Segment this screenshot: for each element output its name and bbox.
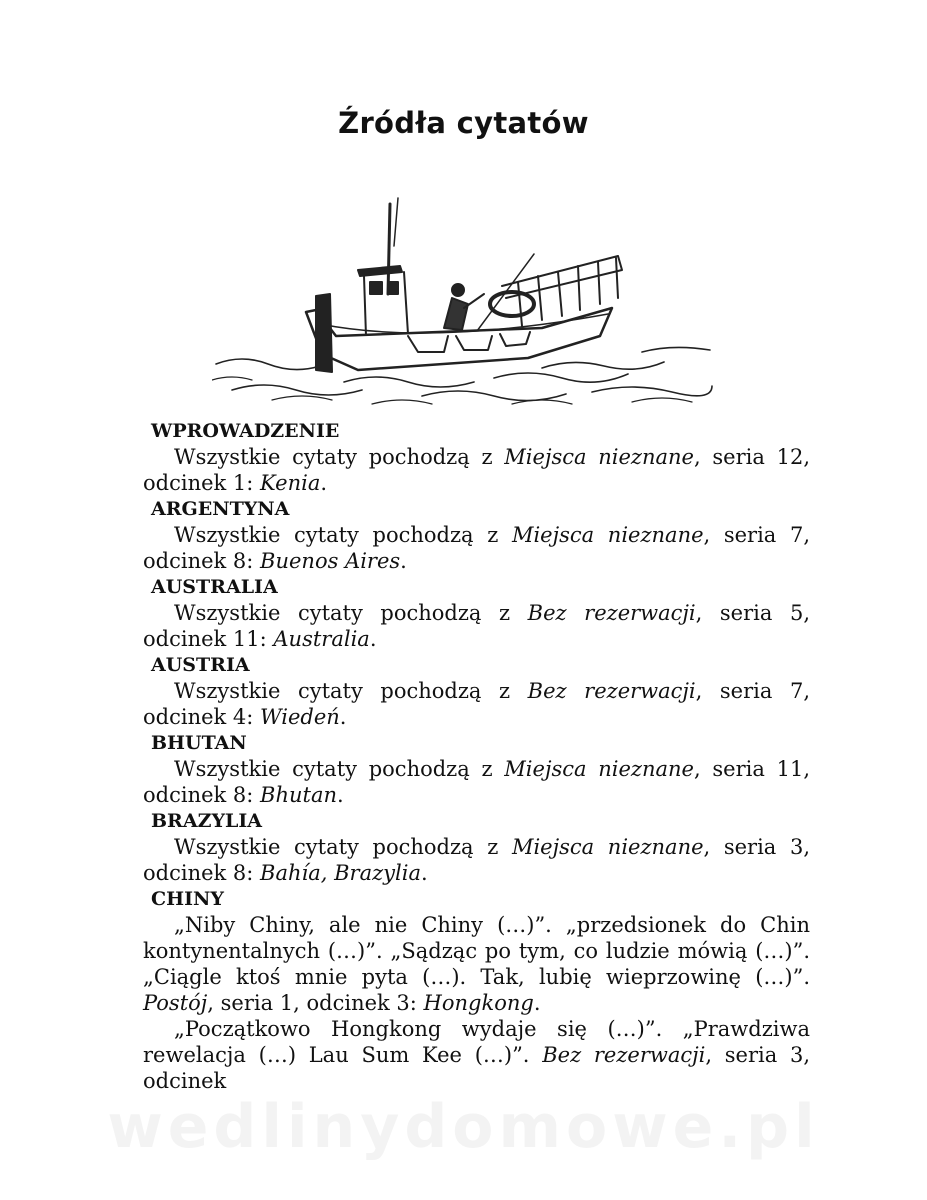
section-heading: AUSTRALIA xyxy=(151,576,278,598)
section-paragraph xyxy=(143,600,810,652)
text-run: . xyxy=(320,471,328,495)
text-run: . xyxy=(420,861,428,885)
text-run: , seria 12, odcinek 1: xyxy=(143,445,810,495)
italic-title: Bez rezerwacji xyxy=(527,601,696,625)
text-run: Wszystkie cytaty pochodzą z xyxy=(174,679,528,703)
text-run: Wszystkie cytaty pochodzą z xyxy=(174,757,505,781)
section-heading: ARGENTYNA xyxy=(151,498,290,520)
section-paragraph xyxy=(143,1016,810,1094)
page-title: Źródła cytatów xyxy=(338,106,589,140)
italic-title: Miejsca nieznane xyxy=(511,835,704,859)
sources-list xyxy=(143,418,810,1094)
italic-title: Buenos Aires xyxy=(260,549,401,573)
italic-title: Hongkong xyxy=(423,991,534,1015)
section-paragraph xyxy=(143,912,810,1016)
text-run: , seria 3, odcinek xyxy=(143,1043,810,1093)
text-run: , seria 5, odcinek 11: xyxy=(143,601,810,651)
italic-title: Bez rezerwacji xyxy=(542,1043,706,1067)
section-paragraph xyxy=(143,444,810,496)
boat-illustration xyxy=(212,186,718,408)
italic-title: Bez rezerwacji xyxy=(527,679,696,703)
section-paragraph xyxy=(143,522,810,574)
italic-title: Miejsca nieznane xyxy=(511,523,704,547)
text-run: , seria 7, odcinek 4: xyxy=(143,679,810,729)
italic-title: Bhutan xyxy=(260,783,337,807)
text-run: . xyxy=(339,705,347,729)
text-run: . xyxy=(337,783,344,807)
text-run: , seria 1, odcinek 3: xyxy=(207,991,424,1015)
section-heading: WPROWADZENIE xyxy=(151,420,340,442)
text-run: „Niby Chiny, ale nie Chiny (…)”. „przedsionek do Chin kontynentalnych (…)”. „Sądząc po tym, co ludzie mówią (…)”. „Ciągle ktoś mnie pyta (…). Tak, lubię wieprzowinę (…)”. xyxy=(143,913,810,989)
text-run: Wszystkie cytaty pochodzą z xyxy=(174,835,512,859)
text-run: Wszystkie cytaty pochodzą z xyxy=(174,523,512,547)
section-heading: CHINY xyxy=(151,888,224,910)
italic-title: Postój xyxy=(143,991,208,1015)
text-run: , seria 11, odcinek 8: xyxy=(143,757,810,807)
text-run: Wszystkie cytaty pochodzą z xyxy=(174,601,528,625)
italic-title: Miejsca nieznane xyxy=(504,757,694,781)
italic-title: Bahía, Brazylia xyxy=(260,861,421,885)
watermark: wedlinydomowe.pl xyxy=(107,1092,820,1162)
italic-title: Miejsca nieznane xyxy=(504,445,694,469)
section-heading: BHUTAN xyxy=(151,732,247,754)
italic-title: Australia xyxy=(273,627,370,651)
text-run: . xyxy=(369,627,377,651)
text-run: . xyxy=(400,549,407,573)
section-heading: BRAZYLIA xyxy=(151,810,263,832)
italic-title: Wiedeń xyxy=(260,705,340,729)
text-run: , seria 7, odcinek 8: xyxy=(143,523,811,573)
section-paragraph xyxy=(143,756,810,808)
italic-title: Kenia xyxy=(260,471,321,495)
text-run: Wszystkie cytaty pochodzą z xyxy=(174,445,505,469)
text-run: „Początkowo Hongkong wydaje się (…)”. „Prawdziwa rewelacja (…) Lau Sum Kee (…)”. xyxy=(143,1017,810,1067)
section-paragraph xyxy=(143,678,810,730)
text-run: . xyxy=(533,991,541,1015)
section-paragraph xyxy=(143,834,810,886)
text-run: , seria 3, odcinek 8: xyxy=(143,835,811,885)
section-heading: AUSTRIA xyxy=(151,654,250,676)
